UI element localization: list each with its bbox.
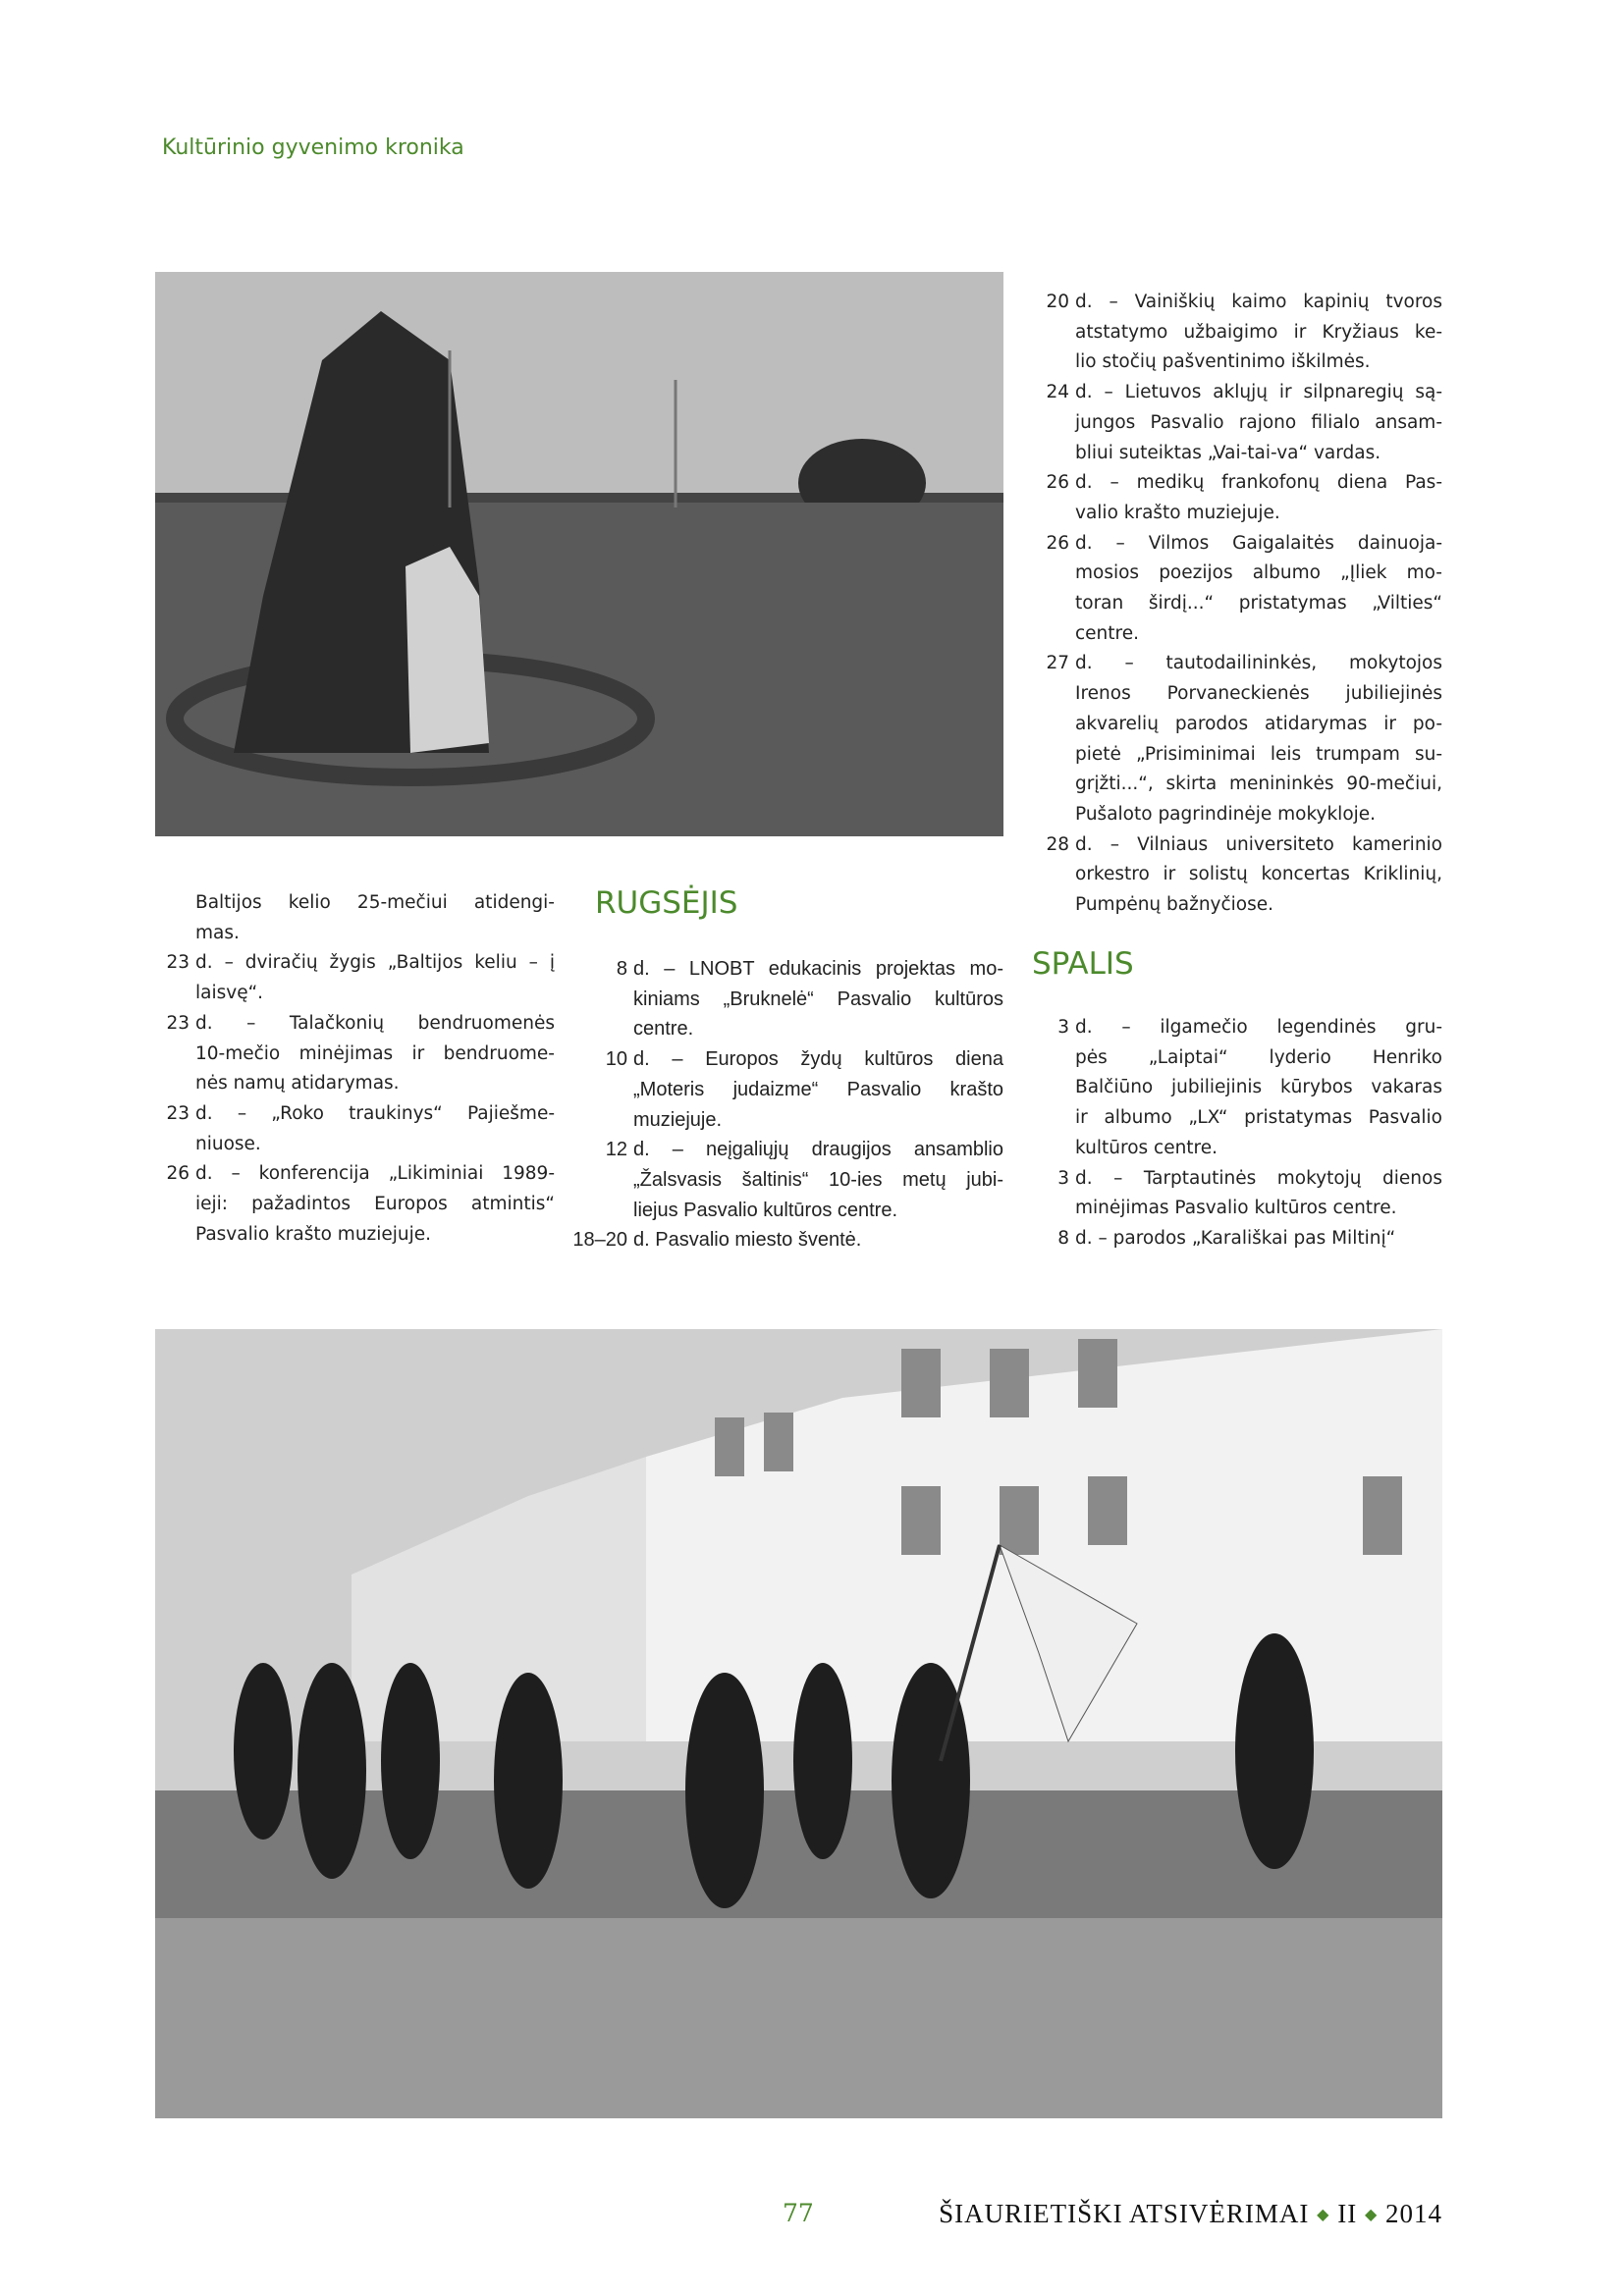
chronicle-entry bbox=[605, 1135, 1003, 1225]
entry-text-line: bliui suteiktas „Vai-tai-va“ vardas. bbox=[1075, 442, 1381, 463]
heading-september: RUGSĖJIS bbox=[595, 885, 738, 921]
entry-text-line: toran širdį...“ pristatymas „Vilties“ bbox=[1075, 593, 1442, 614]
entry-text-line: kiniams „Bruknelė“ Pasvalio kultūros bbox=[633, 988, 1003, 1010]
entry-text-line: liejus Pasvalio kultūros centre. bbox=[633, 1199, 898, 1221]
chronicle-entry bbox=[1046, 830, 1442, 921]
chronicle-entry bbox=[166, 948, 555, 1008]
entry-text-line: orkestro ir solistų koncertas Kriklinių, bbox=[1075, 864, 1442, 885]
running-title: Kultūrinio gyvenimo kronika bbox=[162, 135, 464, 160]
entry-text-line: d. Pasvalio miesto šventė. bbox=[633, 1229, 862, 1252]
entry-day: 26 bbox=[166, 1163, 189, 1185]
entry-day: 26 bbox=[1046, 532, 1069, 554]
entry-text-line: d. – Vilmos Gaigalaitės dainuoja- bbox=[1075, 532, 1442, 554]
entry-text-line: valio krašto muziejuje. bbox=[1075, 502, 1280, 523]
entry-day: 26 bbox=[1046, 472, 1069, 494]
entry-day: 18–20 bbox=[572, 1229, 627, 1252]
entry-day: 28 bbox=[1046, 833, 1069, 855]
chronicle-entry bbox=[1057, 1224, 1442, 1255]
entry-day: 12 bbox=[605, 1139, 627, 1161]
chronicle-entry bbox=[1046, 529, 1442, 650]
page-number: 77 bbox=[783, 2199, 814, 2227]
entry-text-line: Irenos Porvaneckienės jubiliejinės bbox=[1075, 683, 1442, 705]
entry-text-line: jungos Pasvalio rajono filialo ansam- bbox=[1075, 411, 1442, 433]
chronicle-entry bbox=[1046, 378, 1442, 468]
chronicle-entry bbox=[166, 1009, 555, 1099]
entry-text-line: Pasvalio krašto muziejuje. bbox=[195, 1223, 432, 1245]
journal-year: 2014 bbox=[1385, 2199, 1442, 2228]
chronicle-entry bbox=[1046, 288, 1442, 378]
chronicle-entry bbox=[1057, 1164, 1442, 1224]
entry-text-line: atstatymo užbaigimo ir Kryžiaus ke- bbox=[1075, 321, 1442, 343]
entry-text-line: ir albumo „LX“ pristatymas Pasvalio bbox=[1075, 1107, 1442, 1129]
entry-text-line: grįžti...“, skirta menininkės 90-mečiui, bbox=[1075, 774, 1442, 795]
chronicle-entry bbox=[616, 954, 1003, 1044]
entry-text-line: Balčiūno jubiliejinis kūrybos vakaras bbox=[1075, 1077, 1442, 1098]
entry-day: 8 bbox=[1057, 1227, 1069, 1249]
entry-text-line: akvarelių parodos atidarymas ir po- bbox=[1075, 713, 1442, 734]
parade-illustration bbox=[155, 1329, 1442, 2118]
entry-text-line: d. – konferencija „Likiminiai 1989- bbox=[195, 1163, 555, 1185]
entry-text-line: d. – Tarptautinės mokytojų dienos bbox=[1075, 1167, 1442, 1189]
entry-text-line: d. – „Roko traukinys“ Pajiešme- bbox=[195, 1102, 555, 1124]
entry-text-line: d. – Vilniaus universiteto kamerinio bbox=[1075, 833, 1442, 855]
entry-text-line: nės namų atidarymas. bbox=[195, 1073, 400, 1095]
entry-text-line: niuose. bbox=[195, 1133, 261, 1154]
journal-footer bbox=[939, 2199, 1442, 2229]
chronicle-entry bbox=[1046, 649, 1442, 829]
entry-text-line: d. – ilgamečio legendinės gru- bbox=[1075, 1017, 1442, 1038]
chronicle-entry bbox=[605, 1044, 1003, 1135]
journal-name: ŠIAURIETIŠKI ATSIVĖRIMAI bbox=[939, 2199, 1310, 2228]
entry-day: 20 bbox=[1046, 292, 1069, 312]
entry-day: 23 bbox=[166, 952, 189, 974]
entry-text-line: d. – dviračių žygis „Baltijos keliu – į bbox=[195, 952, 555, 974]
entry-text-line: d. – parodos „Karališkai pas Miltinį“ bbox=[1075, 1227, 1396, 1249]
entry-day: 10 bbox=[605, 1048, 627, 1071]
entry-text-line: Pumpėnų bažnyčiose. bbox=[1075, 894, 1274, 916]
left-column-entries bbox=[166, 888, 555, 1250]
entry-text-line: laisvę“. bbox=[195, 983, 264, 1004]
entry-text-line: d. – medikų frankofonų diena Pas- bbox=[1075, 472, 1442, 494]
chronicle-entry bbox=[1057, 1013, 1442, 1164]
entry-day: 23 bbox=[166, 1102, 189, 1124]
entry-day: 23 bbox=[166, 1012, 189, 1034]
journal-issue: II bbox=[1337, 2199, 1358, 2228]
entry-text-line: d. – Vainiškių kaimo kapinių tvoros bbox=[1075, 292, 1442, 312]
entry-text-line: „Žalsvasis šaltinis“ 10-ies metų jubi- bbox=[633, 1168, 1003, 1191]
entry-text-line: ieji: pažadintos Europos atmintis“ bbox=[195, 1194, 555, 1215]
right-column-entries bbox=[1046, 288, 1442, 921]
entry-text-line: muziejuje. bbox=[633, 1108, 723, 1131]
chronicle-entry bbox=[166, 1099, 555, 1159]
entry-text-line: lio stočių pašventinimo iškilmės. bbox=[1075, 351, 1371, 373]
chronicle-entry bbox=[572, 1225, 1003, 1255]
entry-day: 3 bbox=[1057, 1017, 1069, 1038]
entry-day: 8 bbox=[616, 958, 627, 980]
entry-text-line: d. – tautodailininkės, mokytojos bbox=[1075, 653, 1442, 674]
entry-text-line: Pušaloto pagrindinėje mokykloje. bbox=[1075, 803, 1377, 825]
bonfire-illustration bbox=[155, 272, 1003, 836]
entry-day: 3 bbox=[1057, 1167, 1069, 1189]
bonfire-photo bbox=[155, 272, 1003, 836]
entry-day: 24 bbox=[1046, 382, 1069, 403]
entry-text-line: d. – Lietuvos aklųjų ir silpnaregių są- bbox=[1075, 382, 1442, 403]
entry-text-line: d. – Europos žydų kultūros diena bbox=[633, 1048, 1003, 1071]
entry-text-line: kultūros centre. bbox=[1075, 1137, 1218, 1158]
entry-text-line: 10-mečio minėjimas ir bendruome- bbox=[195, 1042, 555, 1064]
chronicle-entry bbox=[1046, 468, 1442, 528]
entry-text-line: pės „Laiptai“ lyderio Henriko bbox=[1075, 1046, 1442, 1068]
entry-day: 27 bbox=[1046, 653, 1069, 674]
entry-text-line: minėjimas Pasvalio kultūros centre. bbox=[1075, 1198, 1397, 1219]
entry-text-line: pietė „Prisiminimai leis trumpam su- bbox=[1075, 743, 1442, 765]
october-entries bbox=[1057, 1013, 1442, 1255]
chronicle-entry bbox=[195, 888, 555, 948]
chronicle-entry bbox=[166, 1159, 555, 1250]
entry-text-line: d. – Talačkonių bendruomenės bbox=[195, 1012, 555, 1034]
entry-text-line: centre. bbox=[633, 1018, 694, 1041]
entry-text-line: mas. bbox=[195, 922, 240, 943]
entry-text-line: mosios poezijos albumo „Įliek mo- bbox=[1075, 562, 1442, 584]
diamond-separator-icon: ◆ bbox=[1364, 2207, 1379, 2223]
entry-text-line: centre. bbox=[1075, 622, 1139, 644]
heading-october: SPALIS bbox=[1032, 946, 1134, 982]
street-parade-photo bbox=[155, 1329, 1442, 2118]
diamond-separator-icon: ◆ bbox=[1317, 2207, 1330, 2223]
entry-text-line: „Moteris judaizme“ Pasvalio krašto bbox=[633, 1078, 1003, 1100]
entry-text-line: Baltijos kelio 25-mečiui atidengi- bbox=[195, 892, 555, 913]
september-entries bbox=[572, 954, 1003, 1255]
entry-text-line: d. – LNOBT edukacinis projektas mo- bbox=[633, 958, 1003, 980]
entry-text-line: d. – neįgaliųjų draugijos ansamblio bbox=[633, 1139, 1003, 1161]
